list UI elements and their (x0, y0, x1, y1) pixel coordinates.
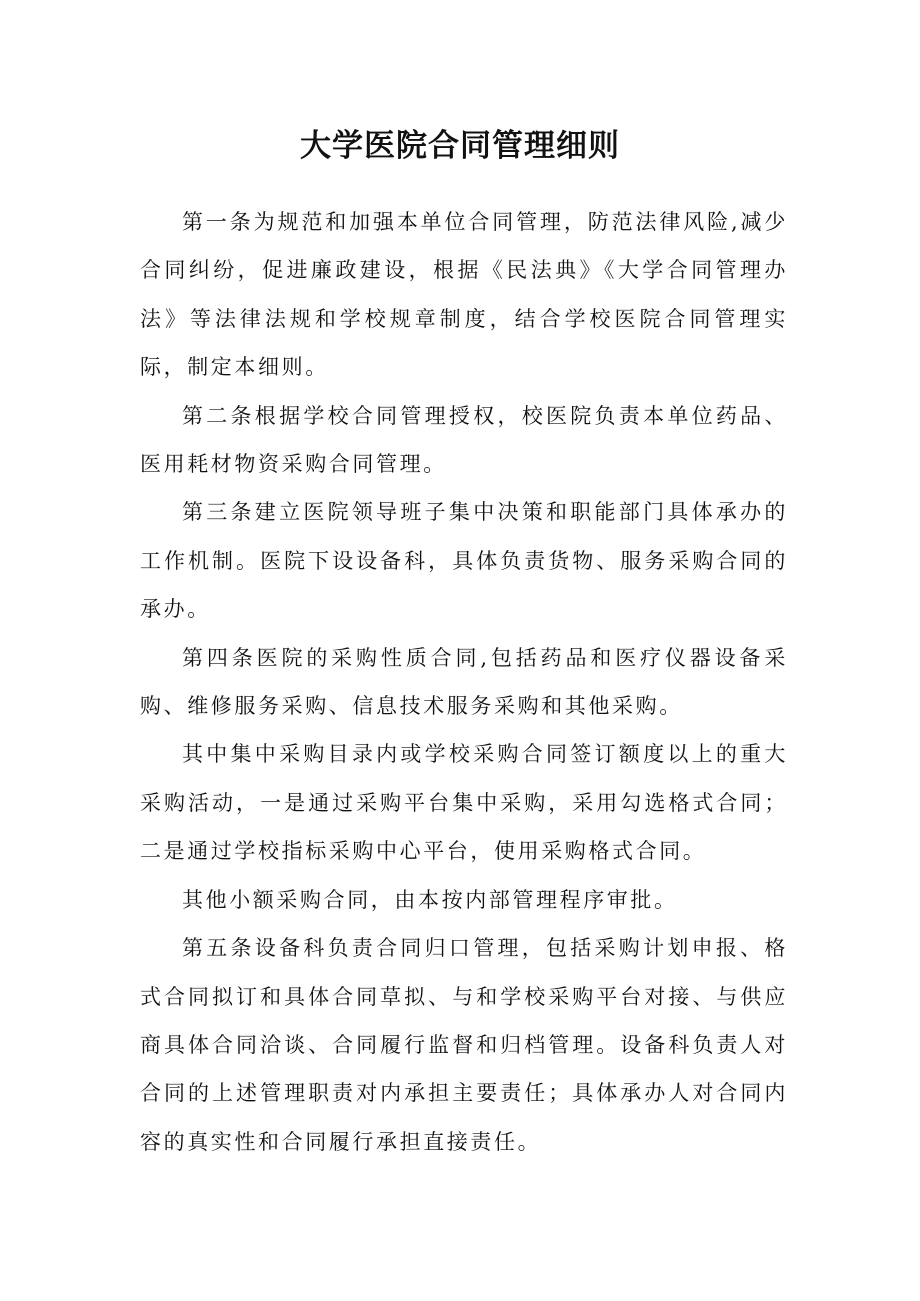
document-body (140, 198, 788, 1166)
document-title: 大学医院合同管理细则 (300, 128, 620, 164)
paragraph-article-3: 第三条建立医院领导班子集中决策和职能部门具体承办的工作机制。医院下设设备科，具体负责货物、服务采购合同的承办。 (140, 500, 788, 622)
paragraph-article-4: 第四条医院的采购性质合同,包括药品和医疗仪器设备采购、维修服务采购、信息技术服务采购和其他采购。 (140, 645, 788, 719)
paragraph-article-1: 第一条为规范和加强本单位合同管理，防范法律风险,减少合同纠纷，促进廉政建设，根据《民法典》《大学合同管理办法》等法律法规和学校规章制度，结合学校医院合同管理实际，制定本细则。 (140, 210, 788, 380)
paragraph-centralized-procurement: 其中集中采购目录内或学校采购合同签订额度以上的重大采购活动，一是通过采购平台集中采购，采用勾选格式合同；二是通过学校指标采购中心平台，使用采购格式合同。 (140, 742, 788, 864)
paragraph-article-5: 第五条设备科负责合同归口管理，包括采购计划申报、格式合同拟订和具体合同草拟、与和学校采购平台对接、与供应商具体合同洽谈、合同履行监督和归档管理。设备科负责人对合同的上述管理职责对内承担主要责任；具体承办人对合同内容的真实性和合同履行承担直接责任。 (140, 936, 788, 1154)
paragraph-article-2: 第二条根据学校合同管理授权，校医院负责本单位药品、医用耗材物资采购合同管理。 (140, 403, 788, 477)
paragraph-small-procurement: 其他小额采购合同，由本按内部管理程序审批。 (182, 887, 678, 912)
